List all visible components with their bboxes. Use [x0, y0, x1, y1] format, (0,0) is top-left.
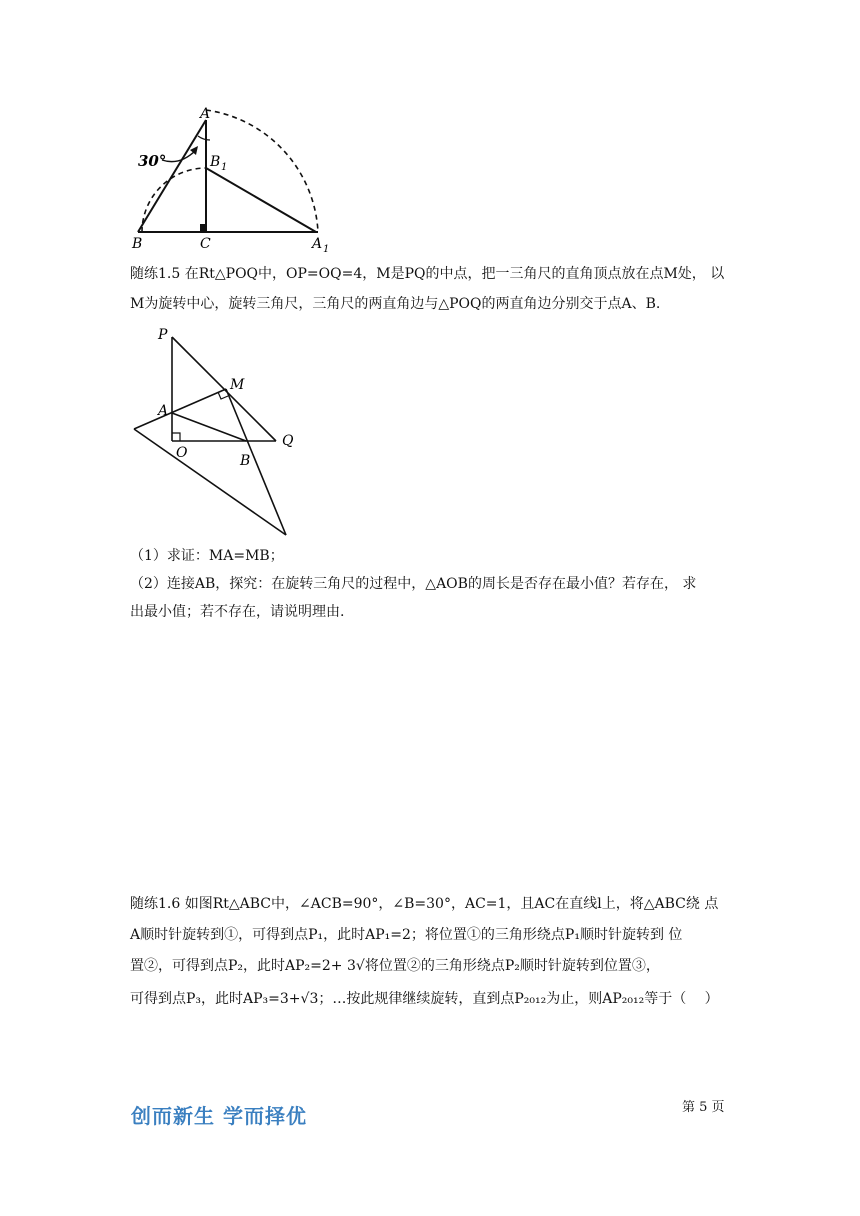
label-B1-sub: 1	[221, 162, 228, 173]
arc-small	[142, 168, 206, 232]
label-P: P	[158, 327, 168, 343]
label-A1-sub: 1	[323, 244, 330, 252]
right-angle-M	[218, 392, 228, 399]
label-A: A	[200, 106, 211, 122]
question-2-line-1: （2）连接AB，探究：在旋转三角尺的过程中，△AOB的周长是否存在最小值？若存在， 求	[130, 576, 697, 592]
figure-1	[128, 100, 338, 252]
problem-1-5-line-1: 随练1.5 在Rt△POQ中，OP=OQ=4，M是PQ的中点，把一三角尺的直角顶点放在点M处， 以	[130, 266, 725, 282]
label-O: O	[176, 445, 188, 461]
problem-1-6-line-4: 可得到点P₃，此时AP₃=3+√3；…按此规律继续旋转，直到点P₂₀₁₂为止，则AP₂₀₁₂等于（ ）	[130, 991, 719, 1007]
line-B1A1	[206, 168, 316, 232]
right-angle-O	[172, 433, 180, 441]
angle-arc	[198, 136, 210, 140]
figure-2	[128, 325, 308, 540]
problem-1-6-line-2: A顺时针旋转到①，可得到点P₁，此时AP₁=2；将位置①的三角形绕点P₁顺时针旋转到 位	[130, 927, 683, 943]
label-Q: Q	[282, 433, 294, 449]
page-number: 第 5 页	[682, 1100, 725, 1115]
right-angle-mark	[200, 224, 206, 232]
label-C: C	[200, 236, 211, 252]
ruler-edge-2	[226, 389, 286, 535]
problem-1-5-line-2: M为旋转中心，旋转三角尺，三角尺的两直角边与△POQ的两直角边分别交于点A、B.	[130, 296, 661, 312]
ruler-edge-1	[134, 389, 226, 429]
question-1: （1）求证：MA=MB；	[130, 548, 284, 564]
label-M: M	[230, 377, 245, 393]
label-A2: A	[158, 403, 169, 419]
label-angle: 30°	[138, 152, 167, 170]
label-B2: B	[240, 453, 251, 469]
label-B1: B	[210, 154, 221, 170]
line-AB	[172, 413, 246, 441]
problem-1-6-line-3: 置②，可得到点P₂，此时AP₂=2+ 3√将位置②的三角形绕点P₂顺时针旋转到位置③，	[130, 958, 660, 974]
question-2-line-2: 出最小值；若不存在，请说明理由.	[130, 604, 345, 620]
angle-arrow	[162, 150, 196, 162]
label-A1: A	[312, 236, 323, 252]
problem-1-6-line-1: 随练1.6 如图Rt△ABC中，∠ACB=90°，∠B=30°，AC=1，且AC在直线l上，将△ABC绕 点	[130, 896, 719, 912]
label-B: B	[132, 236, 143, 252]
brand-logo-text: 创而新生 学而择优	[131, 1104, 307, 1128]
ruler-edge-3	[134, 429, 286, 535]
line-BA	[138, 120, 206, 232]
